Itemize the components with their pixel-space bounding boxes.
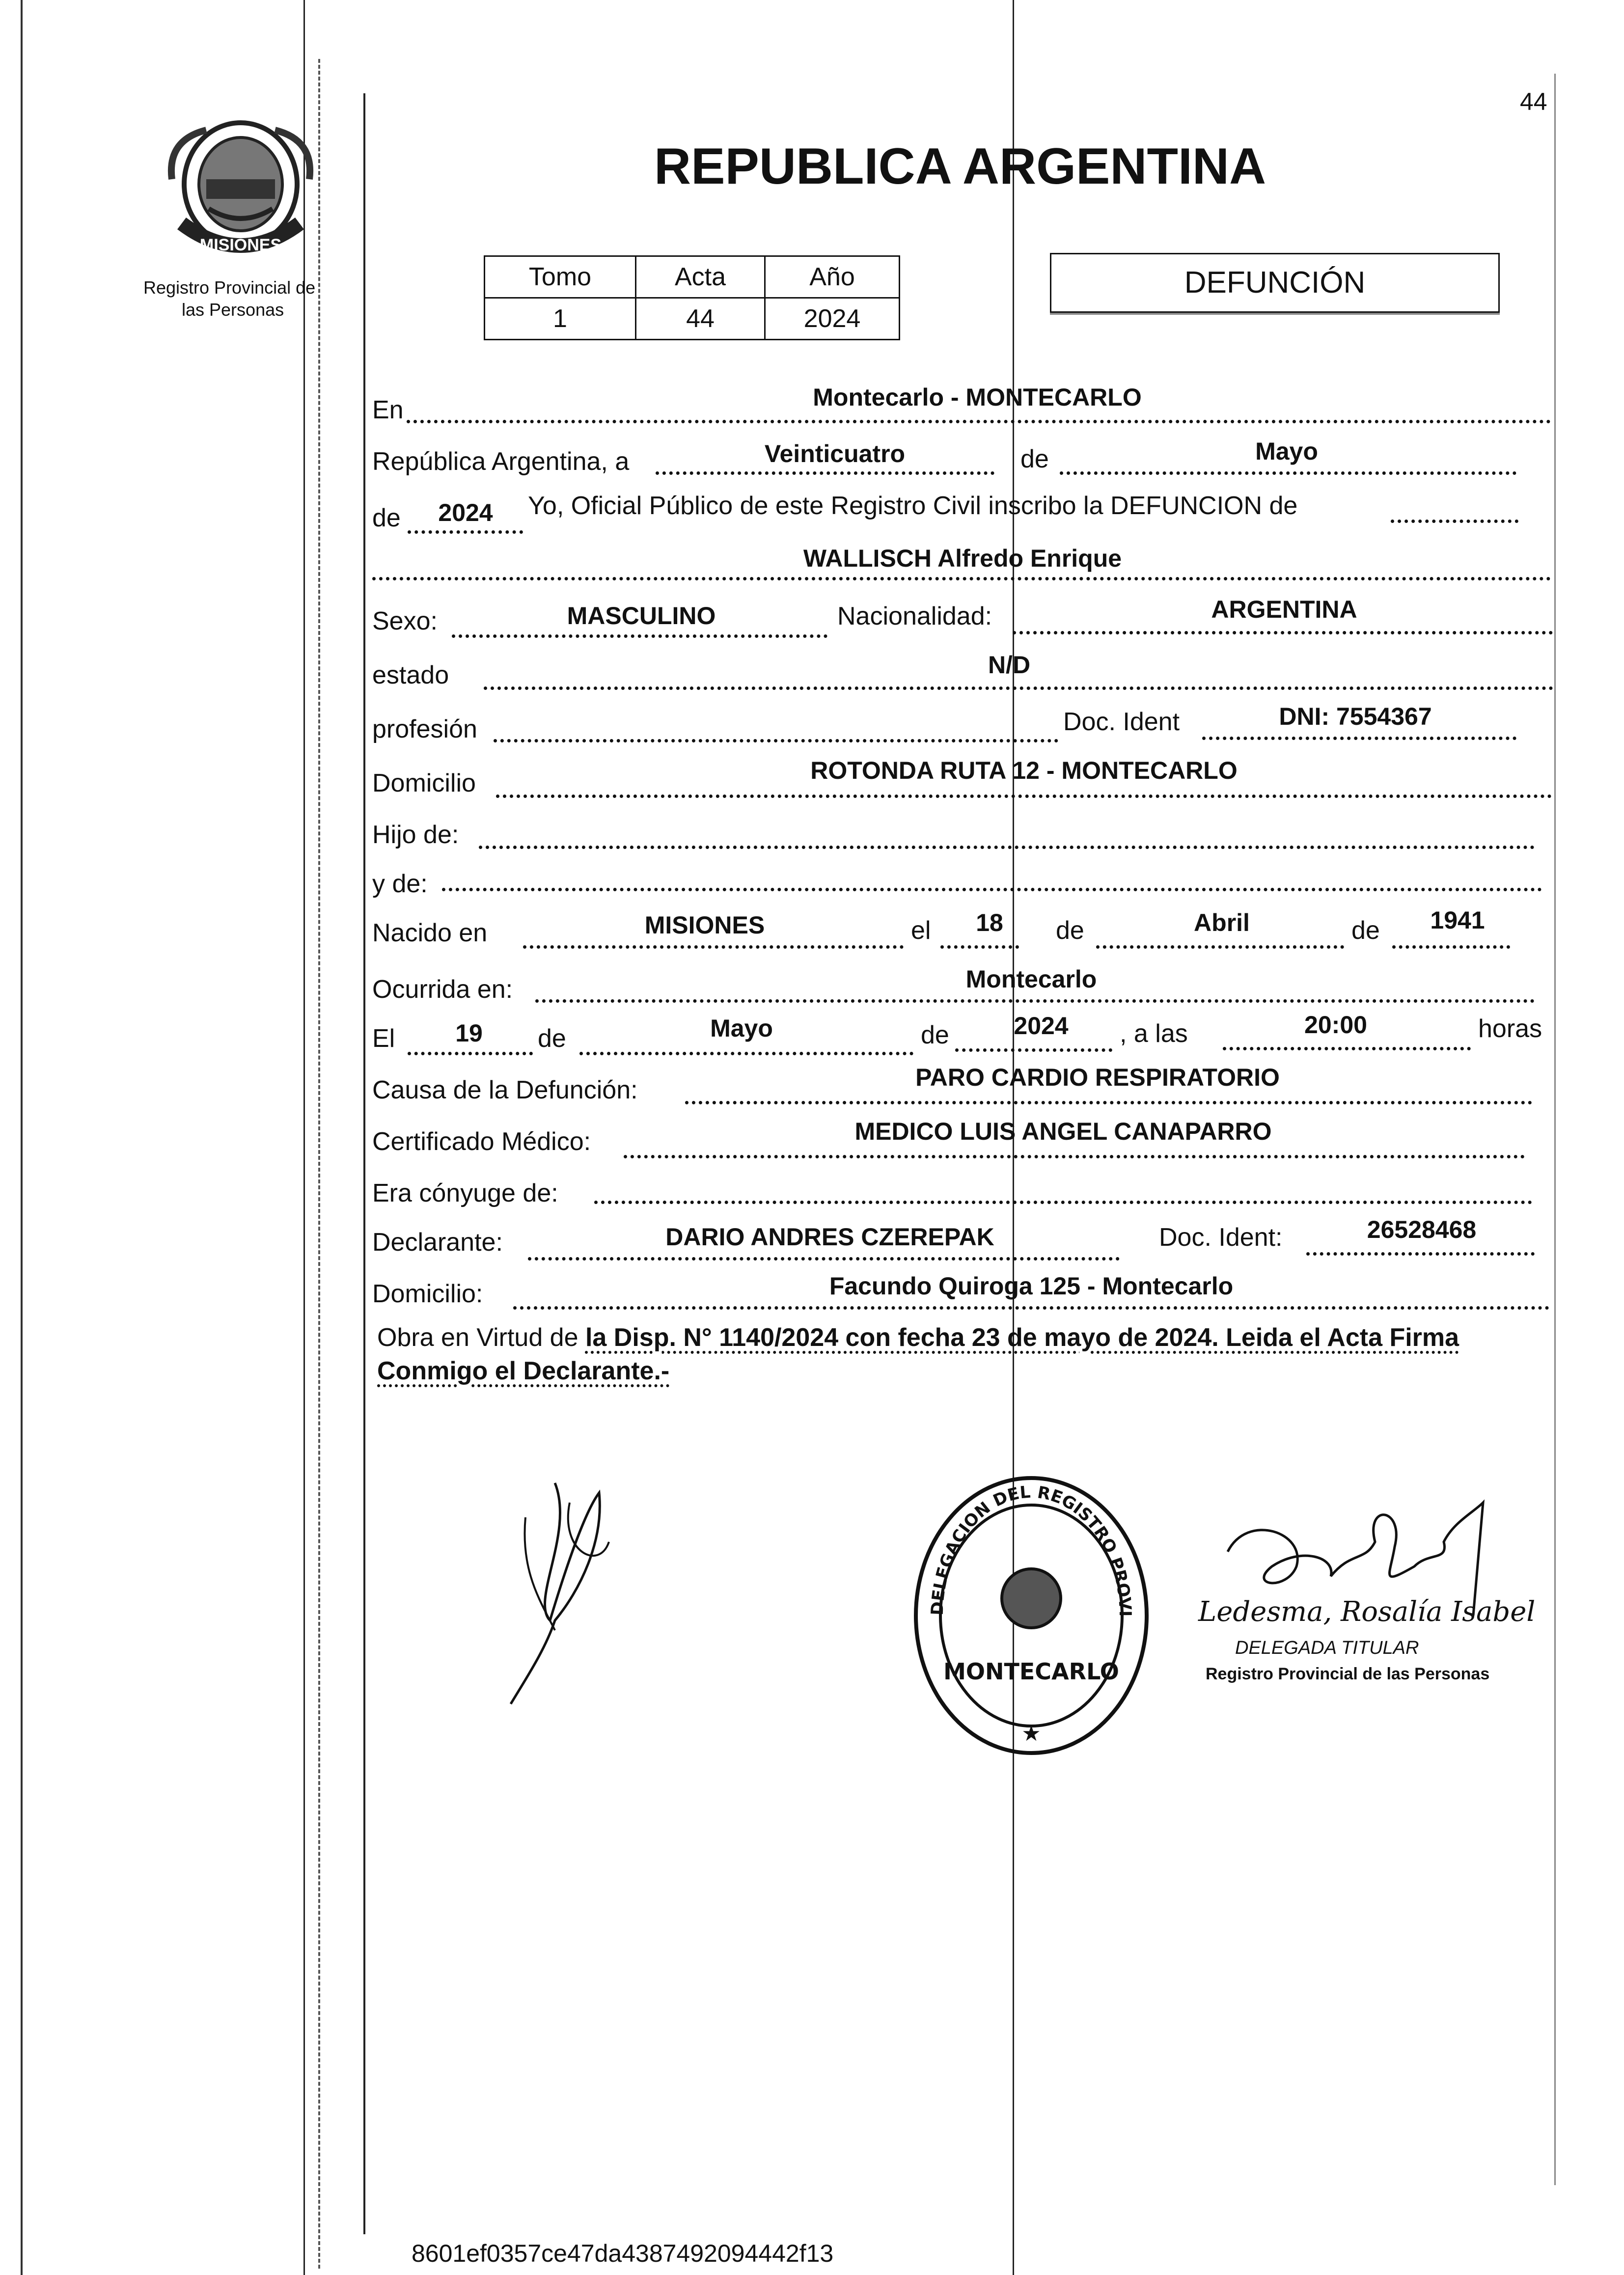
de-label: de [1020,445,1049,473]
obra-text [377,1321,1556,1388]
page-number: 44 [1520,88,1547,115]
mes-value: Mayo [1255,438,1318,465]
declarante-label: Declarante: [372,1228,503,1257]
anio-dotted-line [408,530,523,534]
doc-ident2-label: Doc. Ident: [1159,1223,1283,1252]
horas-label: horas [1478,1014,1542,1043]
scan-edge-line [303,0,305,2275]
causa-label: Causa de la Defunción: [372,1076,638,1104]
fall-mes-value: Mayo [710,1014,773,1042]
sexo-value: MASCULINO [567,602,716,630]
republica-label: República Argentina, a [372,447,630,476]
nacido-value: MISIONES [644,911,765,939]
de-year-label: de [372,504,401,532]
alas-label: , a las [1120,1019,1188,1048]
en-value: Montecarlo - MONTECARLO [813,384,1142,411]
official-title: DELEGADA TITULAR [1235,1638,1419,1658]
anio-value: 2024 [765,298,900,340]
yde-label: y de: [372,870,428,898]
en-dotted-line [407,420,1551,423]
tomo-value: 1 [485,298,636,340]
footer-hash: 8601ef0357ce47da4387492094442f13 [412,2240,834,2267]
nacido-dotted-line [523,945,904,949]
profesion-dotted-line [494,739,1058,742]
doc-ident2-value: 26528468 [1367,1216,1477,1243]
nac-de-label: de [1056,916,1084,945]
yde-dotted-line [442,888,1542,891]
domicilio2-dotted-line [513,1306,1549,1310]
nombre-value: WALLISCH Alfredo Enrique [803,545,1122,572]
mes-dotted-line [1060,471,1516,475]
domicilio-label: Domicilio [372,769,476,797]
obra-value: la Disp. N° 1140/2024 con fecha 23 de mayo de 2024. Leida el Acta Firma Conmigo el Declarante.- [377,1323,1459,1385]
doc-ident-dotted-line [1202,737,1516,740]
fall-dia-value: 19 [455,1019,483,1047]
nac-anio-value: 1941 [1430,906,1485,934]
fall-dia-dotted-line [408,1052,533,1055]
domicilio-dotted-line [496,795,1552,798]
tomo-header: Tomo [485,256,636,298]
causa-value: PARO CARDIO RESPIRATORIO [915,1064,1280,1091]
stamp-city: MONTECARLO [943,1658,1119,1685]
nombre-dotted-line [372,577,1551,580]
doc-ident-value: DNI: 7554367 [1279,703,1432,730]
nac-de2-label: de [1351,916,1380,945]
conyuge-label: Era cónyuge de: [372,1179,558,1207]
official-name: Ledesma, Rosalía Isabel [1198,1596,1536,1628]
ocurrida-label: Ocurrida en: [372,975,513,1004]
domicilio-value: ROTONDA RUTA 12 - MONTECARLO [810,757,1238,784]
acta-value: 44 [636,298,765,340]
nacido-label: Nacido en [372,919,488,947]
record-table [484,255,900,340]
official-registry: Registro Provincial de las Personas [1206,1665,1490,1683]
el2-label: El [372,1024,395,1053]
sexo-label: Sexo: [372,607,438,635]
scan-edge-line [21,0,23,2275]
hora-dotted-line [1223,1047,1471,1050]
ocurrida-value: Montecarlo [965,965,1097,993]
obra-label: Obra en Virtud de [377,1323,578,1352]
dia-dotted-line [656,471,994,475]
certificado-value: MEDICO LUIS ANGEL CANAPARRO [854,1118,1272,1145]
doc-ident-label: Doc. Ident [1063,708,1180,736]
hijo-label: Hijo de: [372,821,459,849]
nac-dia-value: 18 [976,909,1003,936]
dia-value: Veinticuatro [764,440,906,467]
form-right-border [1554,74,1556,2185]
nac-dia-dotted-line [940,945,1019,949]
declarante-dotted-line [528,1257,1120,1261]
svg-text:MISIONES: MISIONES [199,236,282,254]
acta-header: Acta [636,256,765,298]
fall-mes-dotted-line [579,1052,913,1055]
registry-name-line1: Registro Provincial de [143,277,316,298]
estado-label: estado [372,661,449,689]
page-title: REPUBLICA ARGENTINA [654,138,1266,195]
form-left-border [363,93,365,2234]
domicilio2-label: Domicilio: [372,1280,483,1308]
anio-header: Año [765,256,900,298]
hora-value: 20:00 [1304,1011,1367,1039]
sexo-dotted-line [452,634,827,638]
svg-text:★: ★ [1021,1722,1041,1746]
estado-value: N/D [988,651,1031,679]
domicilio2-value: Facundo Quiroga 125 - Montecarlo [829,1272,1234,1300]
delegation-stamp [911,1473,1152,1758]
en-label: En [372,396,404,424]
nacionalidad-value: ARGENTINA [1211,596,1357,623]
hijo-dotted-line [479,846,1535,849]
causa-dotted-line [685,1101,1532,1104]
estado-dotted-line [484,686,1553,690]
fall-de-label: de [538,1024,566,1053]
yo-dotted-line [1391,520,1518,523]
record-type-box: DEFUNCIÓN [1050,253,1500,313]
anio-value: 2024 [438,499,493,526]
ocurrida-dotted-line [535,999,1535,1003]
conyuge-dotted-line [594,1201,1532,1204]
registry-name-line2: las Personas [182,300,284,320]
scan-dash-line [318,59,322,2269]
nac-mes-dotted-line [1096,945,1344,949]
declarant-signature [496,1473,624,1709]
nac-anio-dotted-line [1392,945,1510,949]
certificado-label: Certificado Médico: [372,1127,591,1156]
profesion-label: profesión [372,715,477,743]
nacionalidad-label: Nacionalidad: [837,602,992,630]
declarante-value: DARIO ANDRES CZEREPAK [665,1223,994,1251]
el-label: el [911,916,931,945]
fall-anio-value: 2024 [1014,1012,1069,1040]
stamp-text: DELEGACION DEL REGISTRO PROVI [927,1482,1135,1617]
certificado-dotted-line [624,1155,1525,1158]
fall-anio-dotted-line [955,1048,1112,1052]
province-seal [162,110,319,263]
yo-text: Yo, Oficial Público de este Registro Civil inscribo la DEFUNCION de [528,492,1298,520]
doc-ident2-dotted-line [1306,1252,1535,1256]
fall-de2-label: de [921,1021,949,1049]
nacionalidad-dotted-line [1013,631,1553,634]
nac-mes-value: Abril [1194,909,1250,936]
